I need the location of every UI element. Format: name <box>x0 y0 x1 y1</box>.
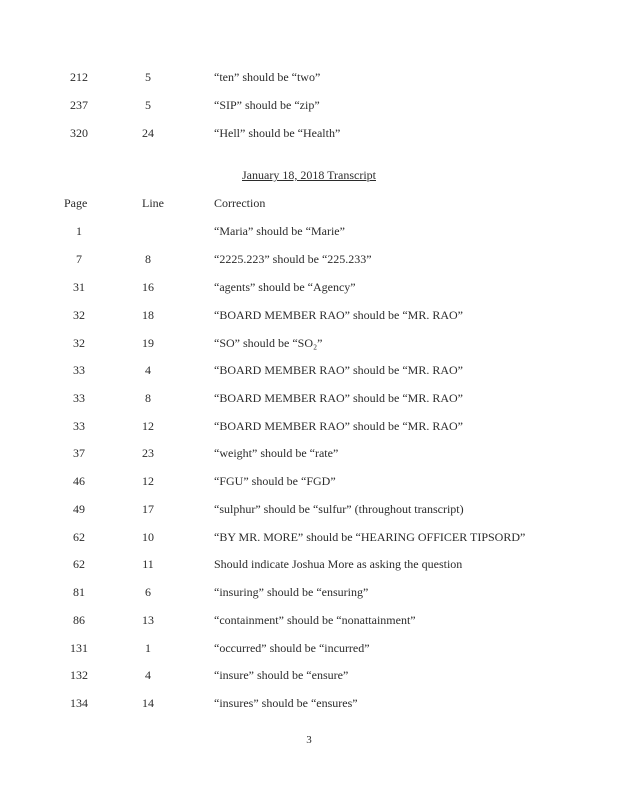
line-cell: 6 <box>145 585 151 599</box>
correction-cell: “insure” should be “ensure” <box>214 668 349 682</box>
column-headers <box>0 195 618 211</box>
table-row <box>0 473 618 489</box>
page-cell: 62 <box>73 557 85 571</box>
page-cell: 32 <box>73 308 85 322</box>
correction-cell: “BOARD MEMBER RAO” should be “MR. RAO” <box>214 391 463 405</box>
page-cell: 62 <box>73 530 85 544</box>
line-cell: 12 <box>142 474 154 488</box>
page-cell: 33 <box>73 419 85 433</box>
table-row <box>0 640 618 656</box>
table-row <box>0 362 618 378</box>
correction-cell: “2225.223” should be “225.233” <box>214 252 372 266</box>
table-row <box>0 501 618 517</box>
line-cell: 14 <box>142 696 154 710</box>
line-cell: 17 <box>142 502 154 516</box>
line-cell: 16 <box>142 280 154 294</box>
page-number: 3 <box>306 734 312 746</box>
correction-cell: “sulphur” should be “sulfur” (throughout transcript) <box>214 502 464 516</box>
page-cell: 132 <box>70 668 88 682</box>
page-cell: 31 <box>73 280 85 294</box>
line-cell: 24 <box>142 126 154 140</box>
line-cell: 8 <box>145 252 151 266</box>
line-cell: 12 <box>142 419 154 433</box>
correction-cell: “FGU” should be “FGD” <box>214 474 336 488</box>
page-cell: 7 <box>76 252 82 266</box>
correction-cell: “occurred” should be “incurred” <box>214 641 370 655</box>
page-cell: 33 <box>73 391 85 405</box>
correction-cell: “SIP” should be “zip” <box>214 98 320 112</box>
correction-column-header: Correction <box>214 196 266 210</box>
page-cell: 49 <box>73 502 85 516</box>
table-row <box>0 418 618 434</box>
page-cell: 86 <box>73 613 85 627</box>
table-row <box>0 529 618 545</box>
correction-cell: “SO” should be “SO₂” <box>214 336 323 350</box>
table-row <box>0 556 618 572</box>
correction-cell: “Maria” should be “Marie” <box>214 224 345 238</box>
correction-cell: “agents” should be “Agency” <box>214 280 356 294</box>
correction-cell: “insuring” should be “ensuring” <box>214 585 369 599</box>
line-cell: 5 <box>145 98 151 112</box>
table-row <box>0 667 618 683</box>
table-row <box>0 279 618 295</box>
correction-cell: “ten” should be “two” <box>214 70 321 84</box>
table-row <box>0 695 618 711</box>
line-cell: 4 <box>145 668 151 682</box>
table-row <box>0 69 618 85</box>
page-cell: 33 <box>73 363 85 377</box>
line-cell: 11 <box>142 557 154 571</box>
section-heading: January 18, 2018 Transcript <box>242 168 376 182</box>
table-row <box>0 612 618 628</box>
line-cell: 19 <box>142 336 154 350</box>
page-cell: 134 <box>70 696 88 710</box>
table-row <box>0 223 618 239</box>
table-row <box>0 584 618 600</box>
line-cell: 8 <box>145 391 151 405</box>
correction-cell: “insures” should be “ensures” <box>214 696 358 710</box>
line-cell: 1 <box>145 641 151 655</box>
table-row <box>0 390 618 406</box>
line-cell: 5 <box>145 70 151 84</box>
page-cell: 46 <box>73 474 85 488</box>
line-cell: 23 <box>142 446 154 460</box>
table-row <box>0 251 618 267</box>
page-cell: 237 <box>70 98 88 112</box>
line-cell: 13 <box>142 613 154 627</box>
line-cell: 4 <box>145 363 151 377</box>
page-cell: 131 <box>70 641 88 655</box>
page-column-header: Page <box>64 196 88 210</box>
page-cell: 212 <box>70 70 88 84</box>
page-cell: 1 <box>76 224 82 238</box>
correction-cell: Should indicate Joshua More as asking the question <box>214 557 463 571</box>
table-row <box>0 445 618 461</box>
line-cell: 10 <box>142 530 154 544</box>
table-row <box>0 335 618 351</box>
line-column-header: Line <box>142 196 164 210</box>
page-cell: 37 <box>73 446 85 460</box>
correction-cell: “Hell” should be “Health” <box>214 126 341 140</box>
correction-cell: “BOARD MEMBER RAO” should be “MR. RAO” <box>214 363 463 377</box>
line-cell: 18 <box>142 308 154 322</box>
table-row <box>0 125 618 141</box>
page-cell: 320 <box>70 126 88 140</box>
page-cell: 32 <box>73 336 85 350</box>
correction-cell: “BOARD MEMBER RAO” should be “MR. RAO” <box>214 308 463 322</box>
table-row <box>0 307 618 323</box>
table-row <box>0 97 618 113</box>
correction-cell: “BOARD MEMBER RAO” should be “MR. RAO” <box>214 419 463 433</box>
correction-cell: “weight” should be “rate” <box>214 446 339 460</box>
correction-cell: “BY MR. MORE” should be “HEARING OFFICER TIPSORD” <box>214 530 526 544</box>
correction-cell: “containment” should be “nonattainment” <box>214 613 416 627</box>
page-cell: 81 <box>73 585 85 599</box>
